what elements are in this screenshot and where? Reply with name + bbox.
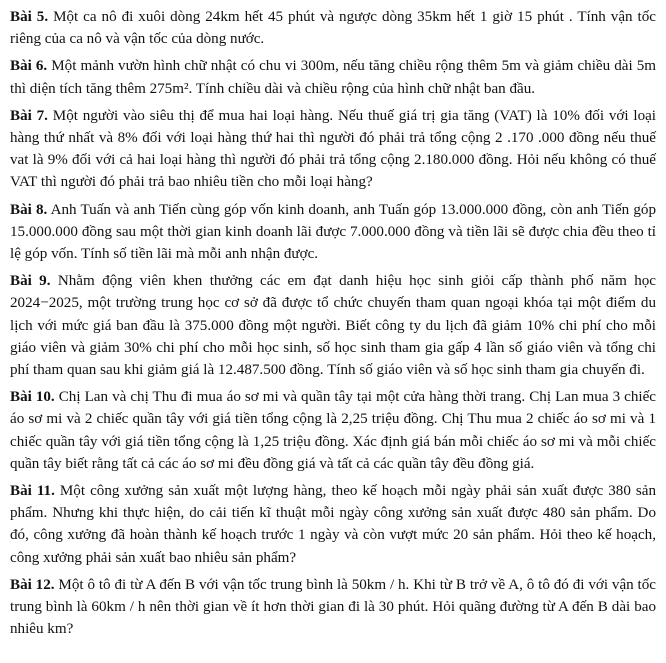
problem-12 — [10, 574, 656, 641]
problem-label: Bài 6. — [10, 58, 48, 75]
problem-5 — [10, 6, 656, 50]
problem-text: Một công xưởng sản xuất một lượng hàng, theo kế hoạch mỗi ngày phải sản xuất được 380 sản phẩm. Nhưng khi thực hiện, do cải tiến kĩ thuật mỗi ngày công xưởng sản xuất được 480 sản phẩm. Do đó, công xưởng đã hoàn thành kế hoạch trước 1 ngày và còn vượt mức 20 sản phẩm. Hỏi theo kế hoạch, công xưởng phải sản xuất bao nhiêu sản phẩm? — [10, 483, 656, 566]
problem-text: Một người vào siêu thị để mua hai loại hàng. Nếu thuế giá trị gia tăng (VAT) là 10% đối với loại hàng thứ nhất và 8% đối với loại hàng thứ hai thì người đó phải trả tổng cộng 2 .170 .000 đồng nếu thuế vat là 9% đối với cả hai loại hàng thì người đó phải trả tổng cộng 2.180.000 đồng. Hỏi nếu không có thuế VAT thì người đó phải trả bao nhiêu tiền cho mỗi loại hàng? — [10, 107, 657, 191]
problem-label: Bài 8. — [10, 201, 48, 218]
problem-text: Anh Tuấn và anh Tiến cùng góp vốn kinh doanh, anh Tuấn góp 13.000.000 đồng, còn anh Tiến góp 15.000.000 đồng sau một thời gian kinh doanh lãi được 7.000.000 đồng và tiền lãi sẽ được chia đều theo tỉ lệ góp vốn. Tính số tiền lãi mà mỗi anh nhận được. — [10, 201, 656, 263]
problem-label: Bài 11. — [10, 483, 55, 500]
problem-text: Chị Lan và chị Thu đi mua áo sơ mi và quần tây tại một cửa hàng thời trang. Chị Lan mua 3 chiếc áo sơ mi và 2 chiếc quần tây với giá tiền tổng cộng là 2,25 triệu đồng. Chị Thu mua 2 chiếc áo sơ mi và 1 chiếc quần tây với giá tiền tổng cộng là 1,25 triệu đồng. Xác định giá bán mỗi chiếc áo sơ mi và mỗi chiếc quần tây biết rằng tất cả các áo sơ mi đều đồng giá và tất cả các quần tây đều đồng giá. — [10, 389, 656, 472]
problem-7 — [10, 105, 656, 194]
problem-6 — [10, 55, 656, 99]
problem-10 — [10, 386, 656, 475]
problem-8 — [10, 199, 656, 266]
problem-label: Bài 7. — [10, 107, 48, 124]
problem-text: Một ô tô đi từ A đến B với vận tốc trung bình là 50km / h. Khi từ B trở về A, ô tô đó đi với vận tốc trung bình là 60km / h nên thời gian về ít hơn thời gian đi là 30 phút. Hỏi quãng đường từ A đến B dài bao nhiêu km? — [10, 576, 656, 638]
problem-text: Một mảnh vườn hình chữ nhật có chu vi 300m, nếu tăng chiều rộng thêm 5m và giảm chiều dài 5m thì diện tích tăng thêm 275m². Tính chiều dài và chiều rộng của hình chữ nhật ban đầu. — [10, 58, 656, 97]
problem-label: Bài 5. — [10, 9, 49, 25]
problem-text: Nhằm động viên khen thưởng các em đạt danh hiệu học sinh giỏi cấp thành phố năm học 2024−2025, một trường trung học cơ sở đã được tổ chức chuyến tham quan ngoại khóa tại một điểm du lịch với mức giá ban đầu là 375.000 đồng một người. Biết công ty du lịch đã giảm 10% chi phí cho mỗi giáo viên và giảm 30% chi phí cho mỗi học sinh, số học sinh tham gia gấp 4 lần số giáo viên và tổng chi phí tham quan sau khi giảm giá là 12.487.500 đồng. Tính số giáo viên và số học sinh tham gia chuyến đi. — [10, 273, 656, 379]
problem-label: Bài 10. — [10, 389, 55, 406]
problem-label: Bài 9. — [10, 273, 51, 290]
problem-9 — [10, 270, 656, 381]
problem-text: Một ca nô đi xuôi dòng 24km hết 45 phút và ngược dòng 35km hết 1 giờ 15 phút . Tính vận tốc riêng của ca nô và vận tốc của dòng nước. — [10, 9, 657, 48]
problem-11 — [10, 480, 656, 569]
problem-label: Bài 12. — [10, 576, 55, 593]
